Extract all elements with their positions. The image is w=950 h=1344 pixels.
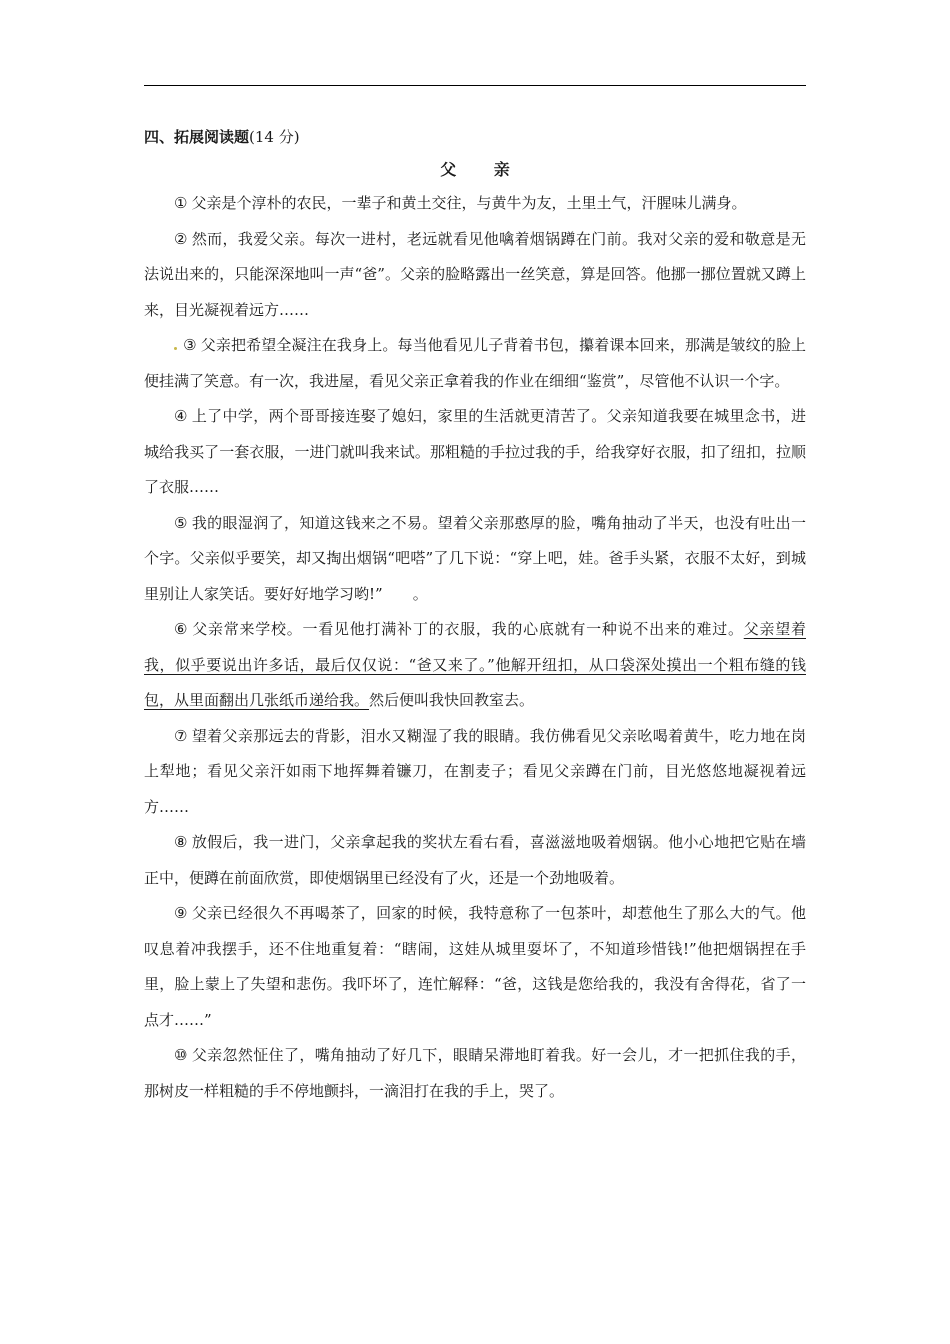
paragraph-number: ④ xyxy=(174,407,188,425)
margin-mark xyxy=(174,347,177,350)
paragraph-number: ⑤ xyxy=(174,513,188,532)
paragraph-9 xyxy=(144,896,806,1038)
section-heading xyxy=(144,124,806,150)
paragraph-number: ⑩ xyxy=(174,1046,188,1064)
paragraph-text: 父亲常来学校。一看见他打满补丁的衣服，我的心底就有一种说不出来的难过。 xyxy=(192,620,744,638)
paragraph-text: 上了中学，两个哥哥接连娶了媳妇，家里的生活就更清苦了。父亲知道我要在城里念书，进城给我买了一套衣服，一进门就叫我来试。那粗糙的手拉过我的手，给我穿好衣服，扣了纽扣，拉顺了衣服…… xyxy=(144,407,806,496)
paragraph-number: ⑦ xyxy=(174,726,188,745)
paragraph-text: 父亲把希望全凝注在我身上。每当他看见儿子背着书包，攥着课本回来，那满是皱纹的脸上便挂满了笑意。有一次，我进屋，看见父亲正拿着我的作业在细细“鉴赏”，尽管他不认识一个字。 xyxy=(144,336,806,390)
paragraph-10 xyxy=(144,1038,806,1109)
paragraph-3 xyxy=(144,328,806,399)
paragraph-text: 然后便叫我快回教室去。 xyxy=(369,691,535,709)
paragraph-text: 放假后，我一进门，父亲拿起我的奖状左看右看，喜滋滋地吸着烟锅。他小心地把它贴在墙正中，便蹲在前面欣赏，即使烟锅里已经没有了火，还是一个劲地吸着。 xyxy=(144,833,806,887)
paragraph-8 xyxy=(144,825,806,896)
underlined-passage: 父亲望着我，似乎要说出许多话，最后仅仅说：“爸又来了。”他解开纽扣，从口袋深处摸出一个粗布缝的钱包，从里面翻出几张纸币递给我。 xyxy=(144,620,806,709)
paragraph-number: ③ xyxy=(183,336,197,354)
paragraph-number: ② xyxy=(174,229,188,248)
article-title: 父 亲 xyxy=(440,160,526,179)
paragraph-1 xyxy=(144,186,806,222)
paragraph-text: 父亲是个淳朴的农民，一辈子和黄土交往，与黄牛为友，土里土气，汗腥味儿满身。 xyxy=(191,194,747,212)
paragraph-2 xyxy=(144,222,806,329)
document-page xyxy=(144,124,806,1109)
paragraph-7 xyxy=(144,719,806,826)
paragraph-text: 父亲忽然怔住了，嘴角抽动了好几下，眼睛呆滞地盯着我。好一会儿，才一把抓住我的手，那树皮一样粗糙的手不停地颤抖，一滴泪打在我的手上，哭了。 xyxy=(144,1046,806,1100)
section-title: 四、拓展阅读题 xyxy=(144,128,250,146)
paragraph-text: 我的眼湿润了，知道这钱来之不易。望着父亲那憨厚的脸，嘴角抽动了半天，也没有吐出一个字。父亲似乎要笑，却又掏出烟锅“吧嗒”了几下说：“穿上吧，娃。爸手头紧，衣服不太好，到城里别让人家笑话。要好好地学习哟!” 。 xyxy=(144,513,806,603)
paragraph-5 xyxy=(144,506,806,613)
paragraph-text: 父亲已经很久不再喝茶了，回家的时候，我特意称了一包茶叶，却惹他生了那么大的气。他叹息着冲我摆手，还不住地重复着：“瞎闹，这娃从城里耍坏了，不知道珍惜钱!”他把烟锅捏在手里，脸上蒙上了失望和悲伤。我吓坏了，连忙解释：“爸，这钱是您给我的，我没有舍得花，省了一点才……” xyxy=(144,904,806,1029)
header-rule xyxy=(144,85,806,86)
paragraph-text: 然而，我爱父亲。每次一进村，老远就看见他噙着烟锅蹲在门前。我对父亲的爱和敬意是无法说出来的，只能深深地叫一声“爸”。父亲的脸略露出一丝笑意，算是回答。他挪一挪位置就又蹲上来，目光凝视着远方…… xyxy=(144,229,806,319)
paragraph-number: ⑧ xyxy=(174,833,188,851)
paragraph-6 xyxy=(144,612,806,719)
paragraph-text: 望着父亲那远去的背影，泪水又糊湿了我的眼睛。我仿佛看见父亲吆喝着黄牛，吃力地在岗上犁地；看见父亲汗如雨下地挥舞着镰刀，在割麦子；看见父亲蹲在门前，目光悠悠地凝视着远方…… xyxy=(144,726,806,816)
section-score: (14 分) xyxy=(249,128,300,146)
paragraph-number: ① xyxy=(174,194,188,212)
paragraph-number: ⑥ xyxy=(174,620,189,638)
paragraph-4 xyxy=(144,399,806,506)
paragraph-number: ⑨ xyxy=(174,904,188,922)
